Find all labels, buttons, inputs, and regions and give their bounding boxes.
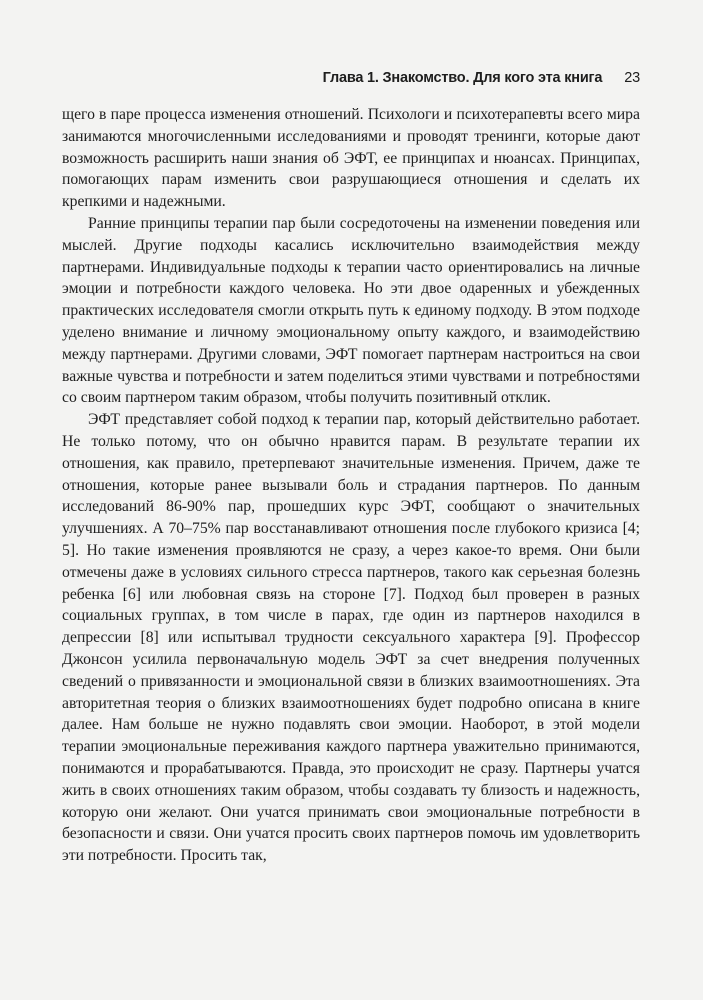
paragraph-continued: щего в паре процесса изменения отношений. Психологи и психотерапевты всего мира занимаются многочисленными исследованиями и проводят тренинги, которые дают возможность расширить наши знания об ЭФТ, ее принципах и нюансах. Принципах, помогающих парам изменить свои разрушающиеся отношения и сделать их крепкими и надежными.: [62, 106, 640, 211]
body-text: [62, 104, 640, 867]
paragraph: Ранние принципы терапии пар были сосредоточены на изменении поведения или мыслей. Другие подходы касались исключительно взаимодействия между партнерами. Индивидуальные подходы к терапии часто ориентировались на личные эмоции и потребности каждого человека. Но эти двое одаренных и убежденных практических исследователя смогли открыть путь к единому подходу. В этом подходе уделено внимание и личному эмоциональному опыту каждого, и взаимодействию между партнерами. Другими словами, ЭФТ помогает партнерам настроиться на свои важные чувства и потребности и затем поделиться этими чувствами и потребностями со своим партнером таким образом, чтобы получить позитивный отклик.: [62, 214, 640, 407]
chapter-title: Глава 1. Знакомство. Для кого эта книга: [322, 70, 603, 86]
paragraph: ЭФТ представляет собой подход к терапии пар, который действительно работает. Не только потому, что он обычно нравится парам. В результате терапии их отношения, как правило, претерпевают значительные изменения. Причем, даже те отношения, которые ранее вызывали боль и страдания партнеров. По данным исследований 86-90% пар, прошедших курс ЭФТ, сообщают о значительных улучшениях. А 70–75% пар восстанавливают отношения после глубокого кризиса [4; 5]. Но такие изменения проявляются не сразу, а через какое-то время. Они были отмечены даже в условиях сильного стресса партнеров, такого как серьезная болезнь ребенка [6] или любовная связь на стороне [7]. Подход был проверен в разных социальных группах, в том числе в парах, где один из партнеров находился в депрессии [8] или испытывал трудности сексуального характера [9]. Профессор Джонсон усилила первоначальную модель ЭФТ за счет внедрения полученных сведений о привязанности и эмоциональной связи в близких взаимоотношениях. Эта авторитетная теория о близких взаимоотношениях будет подробно описана в книге далее. Нам больше не нужно подавлять свои эмоции. Наоборот, в этой модели терапии эмоциональные переживания каждого партнера уважительно принимаются, понимаются и прорабатываются. Правда, это происходит не сразу. Партнеры учатся жить в своих отношениях таким образом, чтобы создавать ту близость и надежность, которую они желают. Они учатся принимать свои эмоциональные потребности в безопасности и связи. Они учатся просить своих партнеров помочь им удовлетворить эти потребности. Просить так,: [62, 411, 640, 865]
running-header: [62, 70, 640, 90]
page-number: 23: [624, 70, 640, 86]
